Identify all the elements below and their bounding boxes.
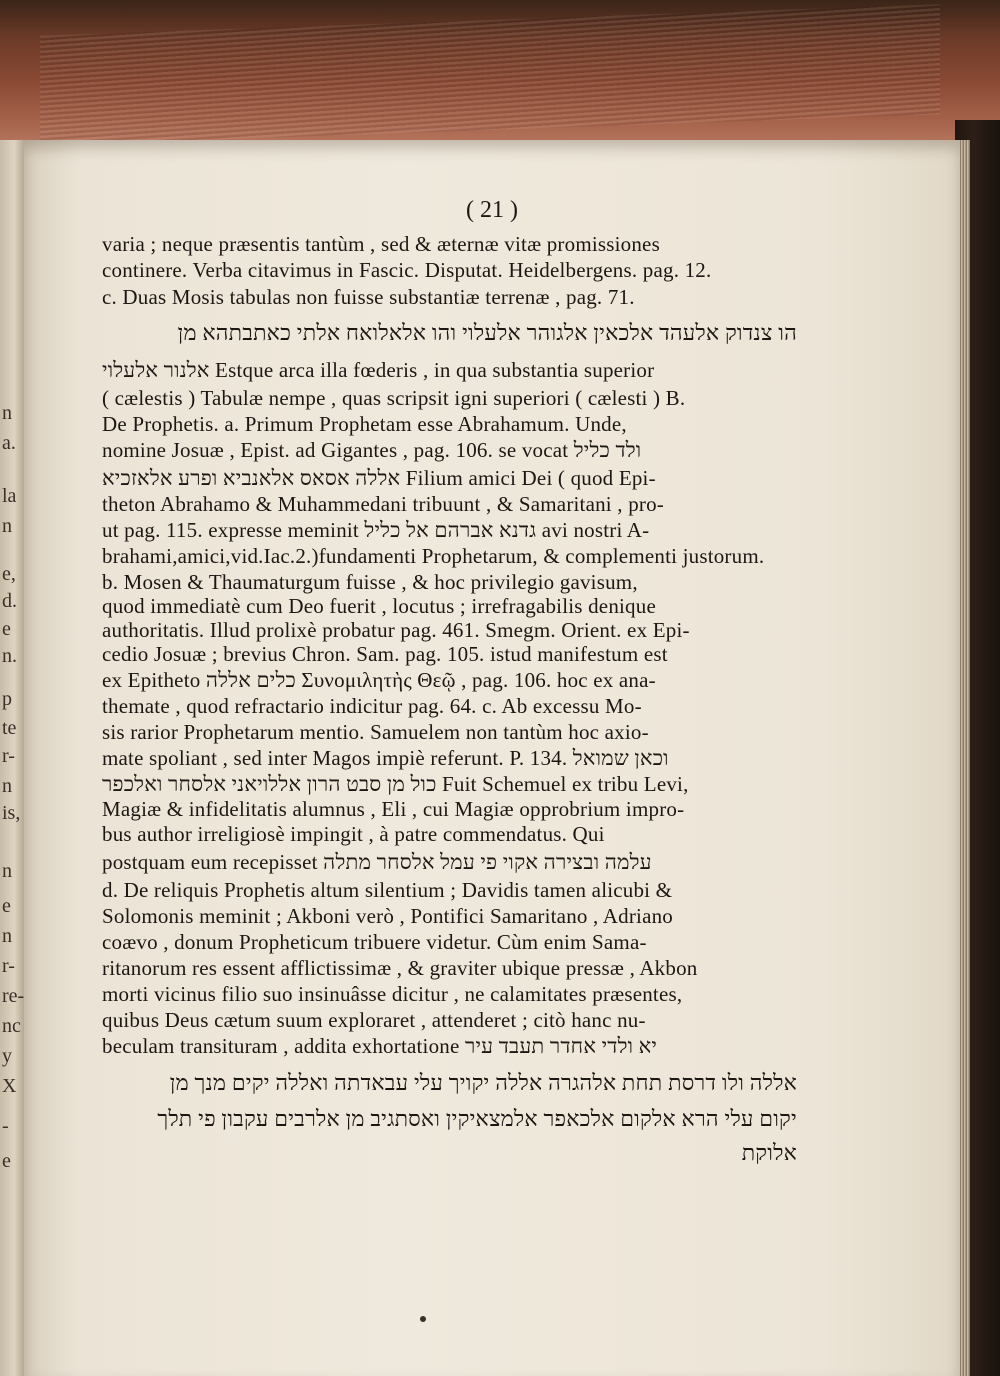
margin-fragment: e <box>2 618 11 640</box>
text-line: De Prophetis. a. Primum Prophetam esse Abrahamum. Unde, <box>102 412 627 436</box>
margin-fragment: r- <box>2 745 15 767</box>
text-line: themate , quod refractario indicitur pag. 64. c. Ab excessu Mo- <box>102 694 642 718</box>
text-line: כול מן סבט הרון אללויאני אלסחר ואלכפר Fuit Schemuel ex tribu Levi, <box>102 772 689 796</box>
margin-fragment: r- <box>2 955 15 977</box>
text-line: Solomonis meminit ; Akboni verò , Pontifici Samaritano , Adriano <box>102 904 674 928</box>
text-line: sis rarior Prophetarum mentio. Samuelem non tantùm hoc axio- <box>102 720 649 744</box>
text-line: continere. Verba citavimus in Fascic. Disputat. Heidelbergens. pag. 12. <box>102 258 712 282</box>
margin-fragment: n <box>2 860 12 882</box>
text-line: d. De reliquis Prophetis altum silentium ; Davidis tamen alicubi & <box>102 878 673 902</box>
margin-fragment: re- <box>2 985 25 1007</box>
book-page <box>24 140 960 1376</box>
text-line: authoritatis. Illud prolixè probatur pag. 461. Smegm. Orient. ex Epi- <box>102 618 690 642</box>
margin-fragment: - <box>2 1115 9 1137</box>
text-line: varia ; neque præsentis tantùm , sed & æternæ vitæ promissiones <box>102 232 660 256</box>
text-line: postquam eum recepisset עלמה ובצירה אקוי פי עמל אלסחר מתלה <box>102 850 652 874</box>
margin-fragment: n <box>2 402 12 424</box>
text-line: ritanorum res essent afflictissimæ , & graviter ubique pressæ , Akbon <box>102 956 698 980</box>
margin-fragment: d. <box>2 590 17 612</box>
margin-fragment: e <box>2 895 11 917</box>
text-line: אלנור אלעלוי Estque arca illa fœderis , in qua substantia superior <box>102 358 655 382</box>
text-line: ut pag. 115. expresse meminit גדנא אברהם אל כליל avi nostri A- <box>102 518 650 542</box>
page-number: ( 21 ) <box>466 197 518 223</box>
text-line: b. Mosen & Thaumaturgum fuisse , & hoc privilegio gavisum, <box>102 570 638 594</box>
margin-fragment: e <box>2 1150 11 1172</box>
margin-fragment: n. <box>2 645 17 667</box>
page-edges <box>40 4 940 145</box>
margin-fragment: a. <box>2 432 16 454</box>
book-fore-edge <box>0 0 1000 150</box>
hebrew-line: אללה ולו דרסת תחת אלהגרה אללה יקויך עלי עבאדתה ואללה יקים מנך מן <box>169 1070 797 1095</box>
margin-fragment: e, <box>2 563 16 585</box>
margin-fragment: y <box>2 1045 12 1067</box>
text-line: c. Duas Mosis tabulas non fuisse substantiæ terrenæ , pag. 71. <box>102 285 635 309</box>
margin-fragment: n <box>2 775 12 797</box>
text-line: quibus Deus cætum suum exploraret , attenderet ; citò hanc nu- <box>102 1008 646 1032</box>
text-line: Magiæ & infidelitatis alumnus , Eli , cui Magiæ opprobrium impro- <box>102 797 685 821</box>
text-line: beculam transituram , addita exhortatione יא ולדי אחדר תעבד עיר <box>102 1034 658 1058</box>
margin-fragment: p <box>2 688 12 710</box>
margin-fragment: te <box>2 717 17 739</box>
ink-dot <box>420 1316 426 1322</box>
left-page-edge <box>0 140 24 1376</box>
text-line: coævo , donum Propheticum tribuere videtur. Cùm enim Sama- <box>102 930 647 954</box>
text-line: cedio Josuæ ; brevius Chron. Sam. pag. 105. istud manifestum est <box>102 642 668 666</box>
margin-fragment: la <box>2 485 17 507</box>
margin-fragment: X <box>2 1075 17 1097</box>
text-line: morti vicinus filio suo insinuâsse dicitur , ne calamitates præsentes, <box>102 982 683 1006</box>
margin-fragment: is, <box>2 802 21 824</box>
margin-fragment: nc <box>2 1015 21 1037</box>
text-line: theton Abrahamo & Muhammedani tribuunt , & Samaritani , pro- <box>102 492 664 516</box>
text-line: ex Epitheto כלים אללה Συνομιλητὴς Θεῷ , pag. 106. hoc ex ana- <box>102 668 656 692</box>
text-line: quod immediatè cum Deo fuerit , locutus ; irrefragabilis denique <box>102 594 656 618</box>
hebrew-line: אלוקת <box>741 1140 797 1165</box>
text-line: ( cælestis ) Tabulæ nempe , quas scripsit igni superiori ( cælesti ) B. <box>102 386 686 410</box>
margin-fragment: n <box>2 925 12 947</box>
text-line: nomine Josuæ , Epist. ad Gigantes , pag. 106. se vocat ולד כליל <box>102 438 642 462</box>
hebrew-line: יקום עלי הרא אלקום אלכאפר אלמצאיקין ואסתגיב מן אלרבים עקבון פי תלך <box>157 1106 797 1131</box>
hebrew-line: הו צנדוק אלעהד אלכאין אלגוהר אלעלוי והו אלאלואח אלתי כאתבתהא מן <box>177 320 797 345</box>
text-line: bus author irreligiosè impingit , à patre commendatus. Qui <box>102 822 605 846</box>
text-line: אללה אסאס אלאנביא ופרע אלאזכיא Filium amici Dei ( quod Epi- <box>102 466 656 490</box>
text-line: mate spoliant , sed inter Magos impiè referunt. P. 134. וכאן שמואל <box>102 746 669 770</box>
text-line: brahami,amici,vid.Iac.2.)fundamenti Prophetarum, & complementi justorum. <box>102 544 765 568</box>
margin-fragment: n <box>2 515 12 537</box>
